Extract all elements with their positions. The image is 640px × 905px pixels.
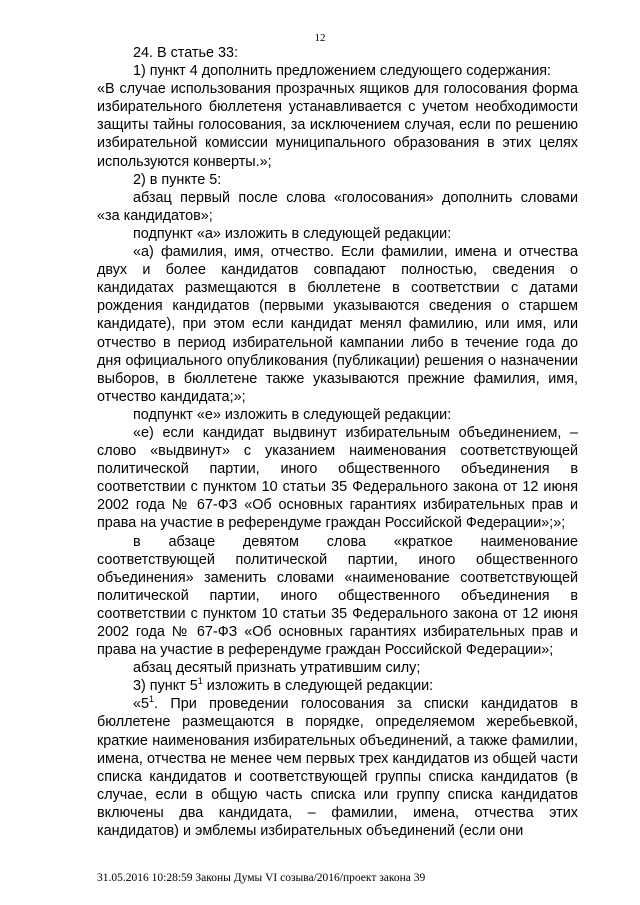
- page-number: 12: [314, 32, 326, 44]
- superscript: 1: [197, 676, 203, 687]
- superscript: 1: [149, 694, 155, 705]
- paragraph-quote: «а) фамилия, имя, отчество. Если фамилии, имена и отчества двух и более кандидатов совпадают полностью, сведения о кандидатах размещаются в бюллетене в соответствии с датами рождения кандидатов (первыми указываются сведения о старшем кандидате), при этом если кандидат менял фамилию, или имя, или отчество в период избирательной кампании либо в течение года до дня официального опубликования (публикации) решения о назначении выборов, в бюллетене также указываются прежние фамилия, имя, отчество кандидата;»;: [97, 244, 578, 405]
- paragraph: подпункт «е» изложить в следующей редакции:: [133, 406, 452, 423]
- text-segment: изложить в следующей редакции:: [202, 678, 434, 695]
- text-segment: «5: [133, 696, 150, 713]
- document-body: [97, 44, 578, 840]
- paragraph-article-heading: 24. В статье 33:: [133, 45, 239, 61]
- footer-file-path: 31.05.2016 10:28:59 Законы Думы VI созыва/2016/проект закона 39: [97, 872, 426, 884]
- paragraph-quote: «В случае использования прозрачных ящиков для голосования форма избирательного бюллетеня устанавливается с учетом необходимости защиты тайны голосования, за исключением случая, если по решению избирательной комиссии муниципального образования в этих целях используются конверты.»;: [97, 81, 578, 170]
- text-segment: . При проведении голосования за списки кандидатов в бюллетене размещаются в порядке, определяемом жеребьевкой, краткие наименования избирательных объединений, а также фамилии, имена, отчества не менее чем первых трех кандидатов из общей части списка кандидатов и соответствующей группы списка кандидатов (в случае, если в общую часть списка или группу списка кандидатов включены два кандидата, – фамилии, имена, отчества этих кандидатов) и эмблемы избирательных объединений (если они: [97, 696, 578, 840]
- paragraph-quote: «е) если кандидат выдвинут избирательным объединением, – слово «выдвинут» с указанием наименования соответствующей политической партии, иного общественного объединения в соответствии с пунктом 10 статьи 35 Федерального закона от 12 июня 2002 года № 67-ФЗ «Об основных гарантиях избирательных прав и права на участие в референдуме граждан Российской Федерации»;»;: [97, 424, 578, 532]
- paragraph: 2) в пункте 5:: [133, 171, 222, 188]
- paragraph: абзац десятый признать утратившим силу;: [133, 660, 421, 677]
- paragraph: подпункт «а» изложить в следующей редакции:: [133, 225, 452, 242]
- paragraph: абзац первый после слова «голосования» дополнить словами «за кандидатов»;: [97, 189, 578, 224]
- paragraph-item-5-1-text: [97, 695, 578, 840]
- paragraph: 1) пункт 4 дополнить предложением следующего содержания:: [133, 63, 552, 80]
- paragraph-item-5-1-intro: [97, 677, 578, 695]
- text-segment: 3) пункт 5: [133, 678, 198, 695]
- paragraph: в абзаце девятом слова «краткое наименование соответствующей политической партии, иного общественного объединения» заменить словами «наименование соответствующей политической партии, иного общественного объединения в соответствии с пунктом 10 статьи 35 Федерального закона от 12 июня 2002 года № 67-ФЗ «Об основных гарантиях избирательных прав и права на участие в референдуме граждан Российской Федерации»;: [97, 533, 578, 659]
